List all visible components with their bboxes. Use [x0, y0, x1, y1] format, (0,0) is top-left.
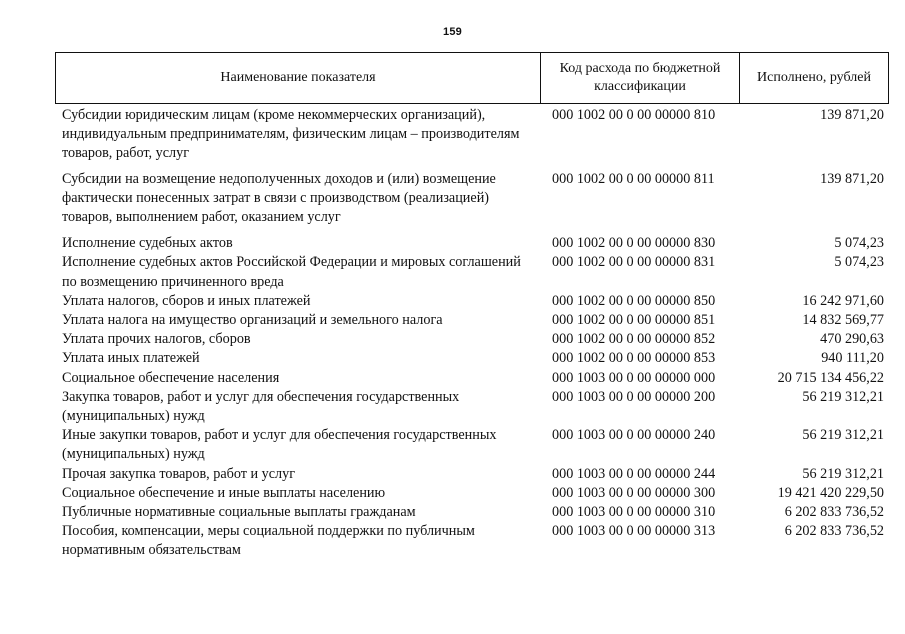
row-code: 000 1002 00 0 00 00000 810: [552, 107, 716, 123]
row-value: 14 832 569,77: [802, 312, 884, 329]
row-code: 000 1003 00 0 00 00000 244: [552, 465, 716, 482]
table-row: [62, 330, 888, 349]
row-name: Пособия, компенсации, меры социальной поддержки по публичным нормативным обязательствам: [62, 523, 475, 559]
table-row: [62, 292, 888, 311]
row-value: 56 219 312,21: [802, 465, 884, 482]
row-value: 16 242 971,60: [802, 292, 884, 309]
row-value: 940 111,20: [821, 350, 884, 367]
table-row: [62, 522, 888, 560]
table-row: [62, 388, 888, 426]
table-header: [55, 52, 889, 104]
row-name: Исполнение судебных актов Российской Федерации и мировых соглашений по возмещению причиненного вреда: [62, 254, 521, 290]
row-name: Уплата прочих налогов, сборов: [62, 331, 251, 348]
row-name: Субсидии на возмещение недополученных доходов и (или) возмещение фактически понесенных затрат в связи с производством (реализацией) товаров, выполнением работ, оказанием услуг: [62, 170, 496, 226]
table-row: [62, 253, 888, 291]
table-row: [62, 484, 888, 503]
row-name: Уплата налогов, сборов и иных платежей: [62, 292, 311, 309]
row-code: 000 1003 00 0 00 00000 300: [552, 484, 716, 501]
row-code: 000 1003 00 0 00 00000 240: [552, 427, 716, 444]
header-value: Исполнено, рублей: [739, 53, 888, 103]
row-name: Публичные нормативные социальные выплаты гражданам: [62, 504, 416, 521]
row-name: Субсидии юридическим лицам (кроме некоммерческих организаций), индивидуальным предпринимателям, физическим лицам – производителям товаров, работ, услуг: [62, 107, 520, 162]
row-value: 470 290,63: [820, 331, 884, 348]
row-code: 000 1002 00 0 00 00000 853: [552, 350, 716, 367]
row-name: Уплата налога на имущество организаций и земельного налога: [62, 312, 443, 329]
row-name: Социальное обеспечение и иные выплаты населению: [62, 484, 386, 501]
row-code: 000 1002 00 0 00 00000 831: [552, 254, 716, 271]
row-value: 20 715 134 456,22: [777, 369, 884, 386]
row-name: Исполнение судебных актов: [62, 235, 233, 252]
row-code: 000 1002 00 0 00 00000 811: [552, 170, 715, 187]
row-value: 5 074,23: [834, 254, 884, 271]
table-row: [62, 349, 888, 368]
row-code: 000 1003 00 0 00 00000 313: [552, 523, 716, 540]
row-value: 56 219 312,21: [802, 427, 884, 444]
table-row: [62, 170, 888, 228]
row-name: Прочая закупка товаров, работ и услуг: [62, 465, 296, 482]
row-value: 139 871,20: [820, 170, 884, 187]
row-code: 000 1002 00 0 00 00000 851: [552, 312, 716, 329]
row-name: Закупка товаров, работ и услуг для обеспечения государственных (муниципальных) нужд: [62, 388, 460, 425]
header-code: Код расхода по бюджетной классификации: [540, 53, 739, 103]
row-name: Иные закупки товаров, работ и услуг для обеспечения государственных (муниципальных) нужд: [62, 427, 497, 463]
row-code: 000 1003 00 0 00 00000 000: [552, 369, 716, 386]
row-name: Уплата иных платежей: [62, 350, 200, 367]
table-row: [62, 426, 888, 464]
table-row: [62, 503, 888, 522]
header-name: Наименование показателя: [220, 70, 376, 85]
row-code: 000 1003 00 0 00 00000 310: [552, 504, 716, 521]
row-code: 000 1003 00 0 00 00000 200: [552, 388, 716, 405]
row-value: 19 421 420 229,50: [777, 484, 884, 501]
table-row: [62, 234, 888, 253]
table-row: [62, 369, 888, 388]
page-number: 159: [443, 26, 462, 38]
table-row: [62, 311, 888, 330]
table-body: [62, 106, 888, 561]
row-code: 000 1002 00 0 00 00000 830: [552, 235, 716, 252]
table-row: [62, 465, 888, 484]
row-code: 000 1002 00 0 00 00000 850: [552, 292, 716, 309]
row-value: 6 202 833 736,52: [784, 504, 884, 521]
row-value: 139 871,20: [820, 107, 884, 123]
row-value: 5 074,23: [834, 235, 884, 252]
row-name: Социальное обеспечение населения: [62, 369, 280, 386]
table-row: [62, 106, 888, 164]
row-code: 000 1002 00 0 00 00000 852: [552, 331, 716, 348]
row-value: 6 202 833 736,52: [784, 523, 884, 540]
row-value: 56 219 312,21: [802, 388, 884, 405]
